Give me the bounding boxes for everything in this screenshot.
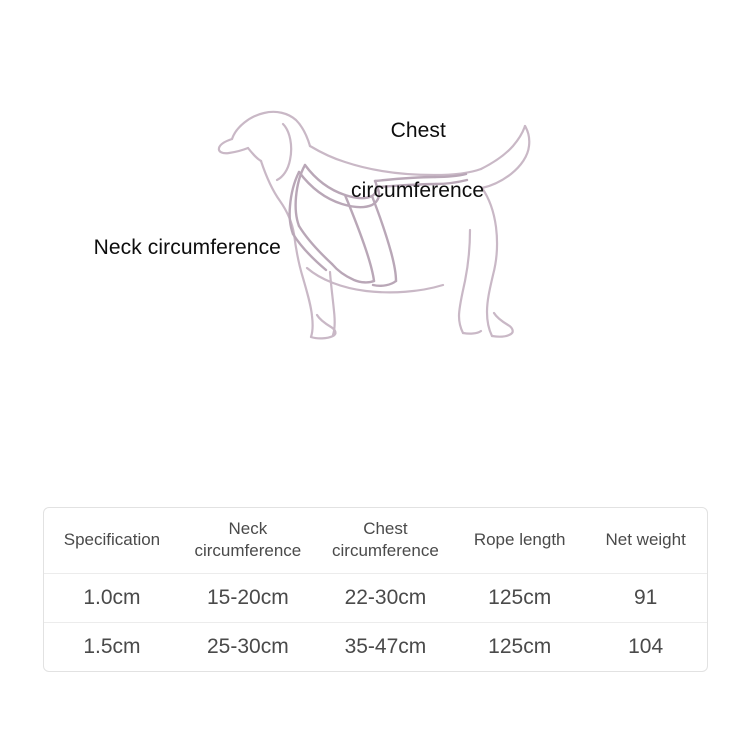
label-neck-circumference [58,203,281,293]
cell-neck-circumference: 25-30cm [207,635,289,658]
cell-neck-circumference: 15-20cm [180,574,316,623]
cell-rope-length: 125cm [488,635,552,658]
cell-net-weight: 104 [628,635,664,658]
header-net-weight-text: Net weight [605,530,686,549]
table-head [44,508,707,574]
cell-specification: 1.0cm [44,574,180,623]
label-neck-text: Neck circumference [93,236,281,259]
header-neck-circumference [180,508,316,574]
label-chest-line1: Chest [390,119,446,142]
header-specification-text: Specification [63,530,161,549]
cell-specification: 1.5cm [83,635,141,658]
header-net-weight [584,508,707,574]
cell-net-weight: 91 [584,574,707,623]
header-chest-line1: Chest [363,519,408,538]
header-chest-circumference [316,508,455,574]
cell-chest-circumference: 35-47cm [344,635,427,658]
table-body [44,574,707,672]
header-rope-length [455,508,584,574]
cell-chest-circumference: 22-30cm [316,574,455,623]
table-row [44,623,707,672]
label-chest-circumference [351,86,485,266]
specification-table [43,507,708,672]
header-specification [44,508,180,574]
spec-table [44,508,707,671]
cell-rope-length: 125cm [455,574,584,623]
table-row [44,574,707,623]
table-header-row [44,508,707,574]
label-chest-line2: circumference [351,179,485,202]
header-neck-line2: circumference [194,541,302,560]
header-chest-line2: circumference [332,541,439,560]
header-rope-length-text: Rope length [473,530,566,549]
header-neck-line1: Neck [228,519,268,538]
